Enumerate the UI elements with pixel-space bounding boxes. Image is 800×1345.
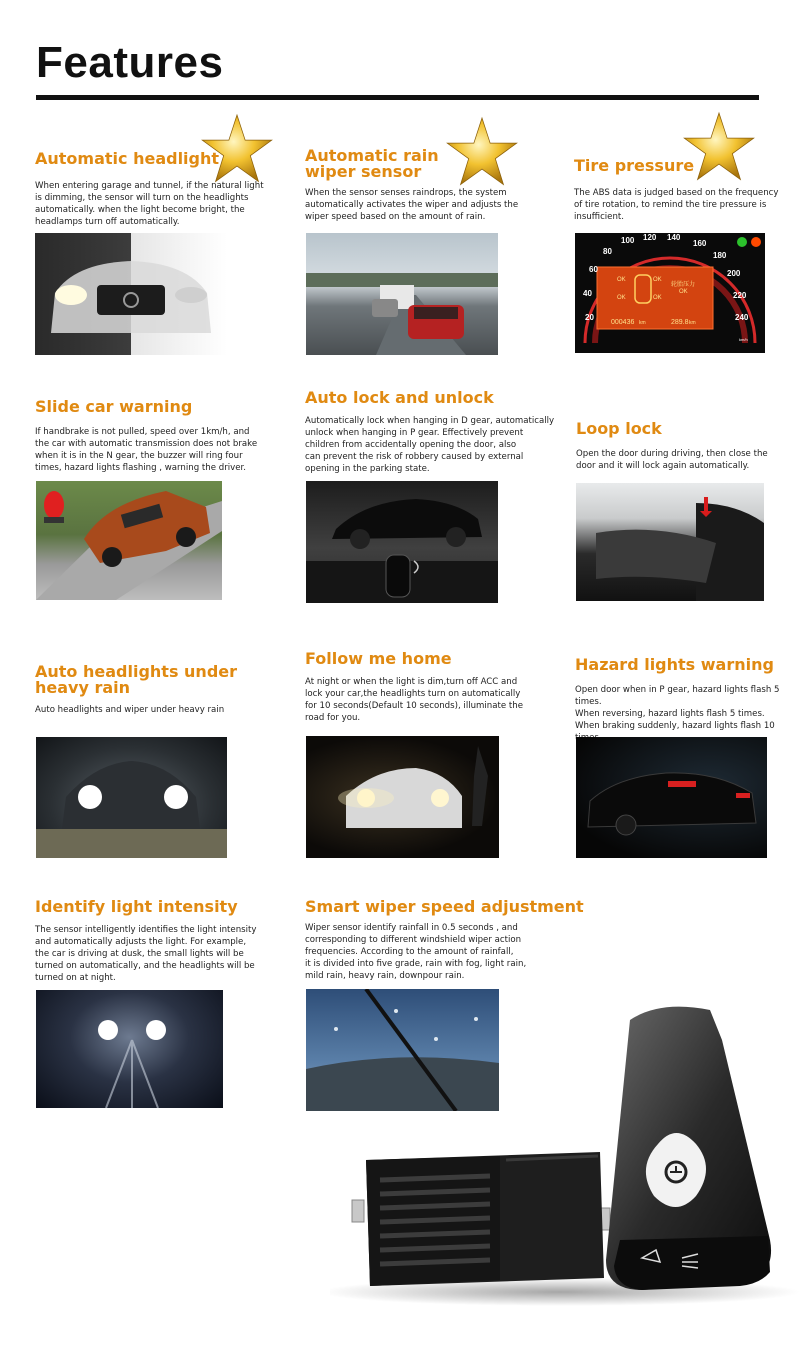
follow-me-home-photo [306, 736, 499, 858]
feature-desc-follow-me-home: At night or when the light is dim,turn off ACC and lock your car,the headlights turn on automatically for 10 seconds(Default 10 seconds), illuminate the road for you. [305, 677, 524, 723]
odometer-unit: km [639, 320, 646, 326]
tire-pressure-dashboard-photo [575, 233, 765, 353]
feature-desc-smart-wiper-speed: Wiper sensor identify rainfall in 0.5 seconds , and corresponding to different windshield wiper action frequencies. According to the amount of rainfall, it is divided into five grade, rain with fog, light rain, mild rain, heavy rain, downpour rain. [305, 923, 527, 981]
speed-tick: 240 [735, 313, 749, 322]
trip-value: 289.8 [671, 319, 689, 326]
speed-tick: 140 [667, 233, 681, 242]
page-title: Features [36, 38, 224, 87]
tire-ok-label: OK [653, 295, 662, 301]
feature-desc-slide-car-warning: If handbrake is not pulled, speed over 1km/h, and the car with automatic transmission does not brake when it is in the N gear, the buzzer will ring four times, hazard lights flashing , warning the driver. [35, 427, 258, 473]
slide-car-photo [36, 481, 222, 600]
speed-tick: 60 [589, 265, 598, 274]
feature-title-auto-lock-unlock: Auto lock and unlock [305, 388, 494, 407]
feature-desc-hazard-lights-warning: Open door when in P gear, hazard lights flash 5 times. When reversing, hazard lights flash 5 times. When braking suddenly, hazard lights flash 10 [575, 685, 780, 731]
feature-desc-loop-lock: Open the door during driving, then close the door and it will lock again automatically. [576, 449, 768, 471]
odometer-value: 000436 [611, 319, 635, 326]
tire-warning-text: 轮胎压力 [671, 281, 696, 288]
remote-key-car-photo [306, 481, 498, 603]
feature-title-tire-pressure: Tire pressure [574, 156, 695, 175]
title-divider [36, 95, 759, 100]
feature-title-slide-car-warning: Slide car warning [35, 397, 193, 416]
speed-tick: 80 [603, 247, 612, 256]
star-icon [445, 115, 519, 189]
speed-tick: 200 [727, 269, 741, 278]
trip-unit: km [689, 320, 696, 326]
headlights-rain-photo [36, 737, 227, 858]
speed-tick: 160 [693, 239, 707, 248]
night-headlights-photo [36, 990, 223, 1108]
speed-tick: 220 [733, 291, 747, 300]
feature-desc-auto-headlights-heavy-rain: Auto headlights and wiper under heavy rain [35, 705, 225, 715]
feature-desc-rain-wiper-sensor: When the sensor senses raindrops, the system automatically activates the wiper and adjusts the wiper speed based on the amount of rain. [305, 188, 519, 222]
hazard-lights-car-photo [576, 737, 767, 858]
headlight-car-photo [35, 233, 227, 355]
feature-title-loop-lock: Loop lock [576, 419, 662, 438]
speed-tick: 40 [583, 289, 592, 298]
feature-title-smart-wiper-speed: Smart wiper speed adjustment [305, 897, 584, 916]
tire-ok-label: OK [617, 295, 626, 301]
feature-title-auto-headlights-heavy-rain: Auto headlights under heavy rain [35, 662, 238, 697]
feature-desc-identify-light-intensity: The sensor intelligently identifies the light intensity and automatically adjusts the light. For example, the car is driving at dusk, the small lights will be turned on automatically, and the headlights will be turned on at night. [35, 925, 257, 983]
speed-tick: 20 [585, 313, 594, 322]
tire-ok-label: OK [617, 277, 626, 283]
feature-desc-tire-pressure: The ABS data is judged based on the frequency of tire rotation, to remind the tire pressure is insufficient. [574, 188, 779, 222]
speed-tick: 100 [621, 236, 635, 245]
feature-title-hazard-lights-warning: Hazard lights warning [575, 655, 774, 674]
speed-tick: 180 [713, 251, 727, 260]
tire-warning-ok: OK [679, 289, 688, 295]
product-module [330, 1000, 800, 1345]
rainy-road-photo [306, 233, 498, 355]
feature-desc-automatic-headlight: When entering garage and tunnel, if the natural light is dimming, the sensor will turn on the headlights automatically. when the light become bright, the headlamps turn off automatically. [35, 181, 264, 227]
speed-unit: km/h [739, 337, 748, 342]
tire-ok-label: OK [653, 277, 662, 283]
feature-title-identify-light-intensity: Identify light intensity [35, 897, 238, 916]
feature-desc-auto-lock-unlock: Automatically lock when hanging in D gear, automatically unlock when hanging in P gear. Effectively prevent children from accidentally opening the door, also can prevent the risk of robbery caused by external opening in the parking state. [305, 416, 555, 474]
speed-tick: 120 [643, 233, 657, 242]
feature-title-rain-wiper-sensor: Automatic rain wiper sensor [305, 146, 439, 181]
feature-title-follow-me-home: Follow me home [305, 649, 452, 668]
car-door-interior-photo [576, 483, 764, 601]
feature-title-automatic-headlight: Automatic headlight [35, 149, 220, 168]
